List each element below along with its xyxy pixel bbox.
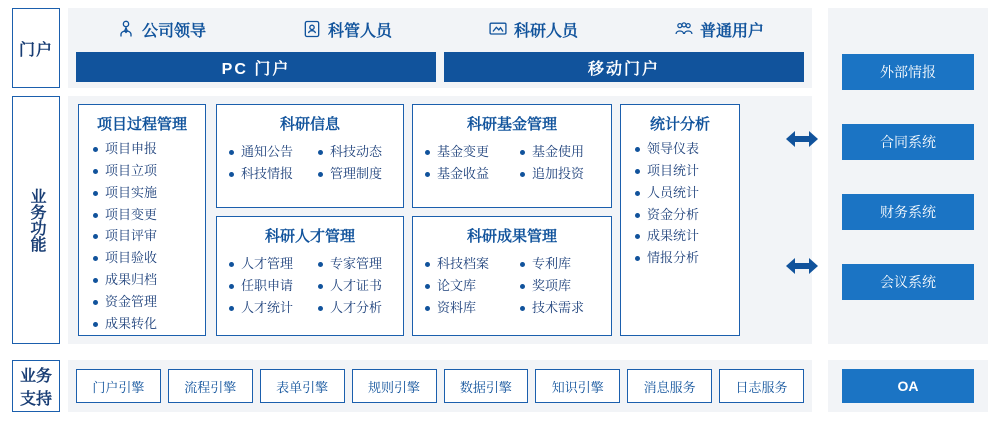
card-statistical-analysis[interactable] [620,104,740,336]
double-arrow-icon-top [784,128,820,155]
list-item[interactable]: 资金管理 [93,293,205,312]
double-arrow-icon-bottom [784,255,820,282]
engine-list [76,369,804,403]
list-item[interactable]: 人才统计 [229,299,308,318]
card-title: 科研信息 [279,116,340,133]
card-item-list [621,140,739,268]
engine-portal[interactable]: 门户引擎 [76,369,161,403]
card-title: 科研人才管理 [264,228,355,245]
card-item-list-left [419,252,510,321]
portal-role-leader[interactable] [116,18,206,41]
portal-role-researcher[interactable] [488,18,578,41]
list-item[interactable]: 成果转化 [93,315,205,334]
row-label-business-function-text: 业务功能 [28,188,45,252]
list-item[interactable]: 专利库 [520,255,605,274]
portal-role-manager[interactable] [302,18,392,41]
list-item[interactable]: 科技档案 [425,255,510,274]
card-item-list-left [223,252,308,321]
list-item[interactable]: 人员统计 [635,184,739,203]
portal-roles [68,8,812,50]
list-item[interactable]: 项目统计 [635,162,739,181]
row-label-portal [12,8,60,88]
card-title: 科研基金管理 [466,116,557,133]
card-item-list-left [419,140,510,187]
card-item-columns [217,252,403,327]
list-item[interactable]: 项目评审 [93,227,205,246]
list-item[interactable]: 论文库 [425,277,510,296]
business-support-section [68,360,812,412]
list-item[interactable]: 基金变更 [425,143,510,162]
system-contract[interactable]: 合同系统 [842,124,974,160]
list-item[interactable]: 基金收益 [425,165,510,184]
list-item[interactable]: 资料库 [425,299,510,318]
system-external-intelligence[interactable]: 外部情报 [842,54,974,90]
list-item[interactable]: 追加投资 [520,165,605,184]
engine-data[interactable]: 数据引擎 [444,369,529,403]
list-item[interactable]: 成果统计 [635,227,739,246]
engine-rule[interactable]: 规则引擎 [352,369,437,403]
engine-message-service[interactable]: 消息服务 [627,369,712,403]
row-label-business-support [12,360,60,412]
card-item-list-right [514,140,605,187]
list-item[interactable]: 通知公告 [229,143,308,162]
list-item[interactable]: 人才分析 [318,299,397,318]
engine-log-service[interactable]: 日志服务 [719,369,804,403]
card-item-columns [413,140,611,193]
list-item[interactable]: 领导仪表 [635,140,739,159]
list-item[interactable]: 科技动态 [318,143,397,162]
card-item-list-right [312,252,397,321]
card-research-talent-management[interactable] [216,216,404,336]
card-item-list-right [514,252,605,321]
id-card-icon [302,19,322,39]
card-item-list [79,140,205,334]
list-item[interactable]: 科技情报 [229,165,308,184]
portal-role-general-user[interactable] [674,18,764,41]
list-item[interactable]: 人才证书 [318,277,397,296]
list-item[interactable]: 项目验收 [93,249,205,268]
engine-process[interactable]: 流程引擎 [168,369,253,403]
list-item[interactable]: 情报分析 [635,249,739,268]
portal-section [68,8,812,88]
list-item[interactable]: 技术需求 [520,299,605,318]
list-item[interactable]: 项目实施 [93,184,205,203]
portal-role-label: 科管人员 [327,22,392,40]
card-item-columns [217,140,403,193]
list-item[interactable]: 项目变更 [93,206,205,225]
users-icon [674,19,694,39]
card-research-fund-management[interactable] [412,104,612,208]
list-item[interactable]: 资金分析 [635,206,739,225]
row-label-portal-text: 门户 [18,41,53,59]
monitor-icon [488,19,508,39]
list-item[interactable]: 管理制度 [318,165,397,184]
portal-bar-pc[interactable]: PC 门户 [76,52,436,82]
external-systems-section [828,8,988,344]
card-research-information[interactable] [216,104,404,208]
list-item[interactable]: 成果归档 [93,271,205,290]
engine-form[interactable]: 表单引擎 [260,369,345,403]
system-finance[interactable]: 财务系统 [842,194,974,230]
portal-role-label: 普通用户 [699,22,764,40]
portal-bars [76,52,804,82]
portal-bar-mobile[interactable]: 移动门户 [444,52,804,82]
list-item[interactable]: 基金使用 [520,143,605,162]
portal-role-label: 公司领导 [141,22,206,40]
portal-role-label: 科研人员 [513,22,578,40]
card-project-process-management[interactable] [78,104,206,336]
oa-section [828,360,988,412]
external-systems-list [842,54,974,334]
card-title: 项目过程管理 [96,116,187,133]
row-label-business-function [12,96,60,344]
list-item[interactable]: 人才管理 [229,255,308,274]
row-label-business-support-text: 业务支持 [19,368,52,408]
card-item-list-right [312,140,397,187]
list-item[interactable]: 项目立项 [93,162,205,181]
system-meeting[interactable]: 会议系统 [842,264,974,300]
card-title: 科研成果管理 [466,228,557,245]
system-oa[interactable]: OA [842,369,974,403]
card-item-columns [413,252,611,327]
business-function-section [68,96,812,344]
list-item[interactable]: 专家管理 [318,255,397,274]
list-item[interactable]: 任职申请 [229,277,308,296]
user-tie-icon [116,19,136,39]
card-research-achievement-management[interactable] [412,216,612,336]
list-item[interactable]: 项目申报 [93,140,205,159]
card-title: 统计分析 [649,116,710,133]
list-item[interactable]: 奖项库 [520,277,605,296]
card-item-list-left [223,140,308,187]
engine-knowledge[interactable]: 知识引擎 [535,369,620,403]
